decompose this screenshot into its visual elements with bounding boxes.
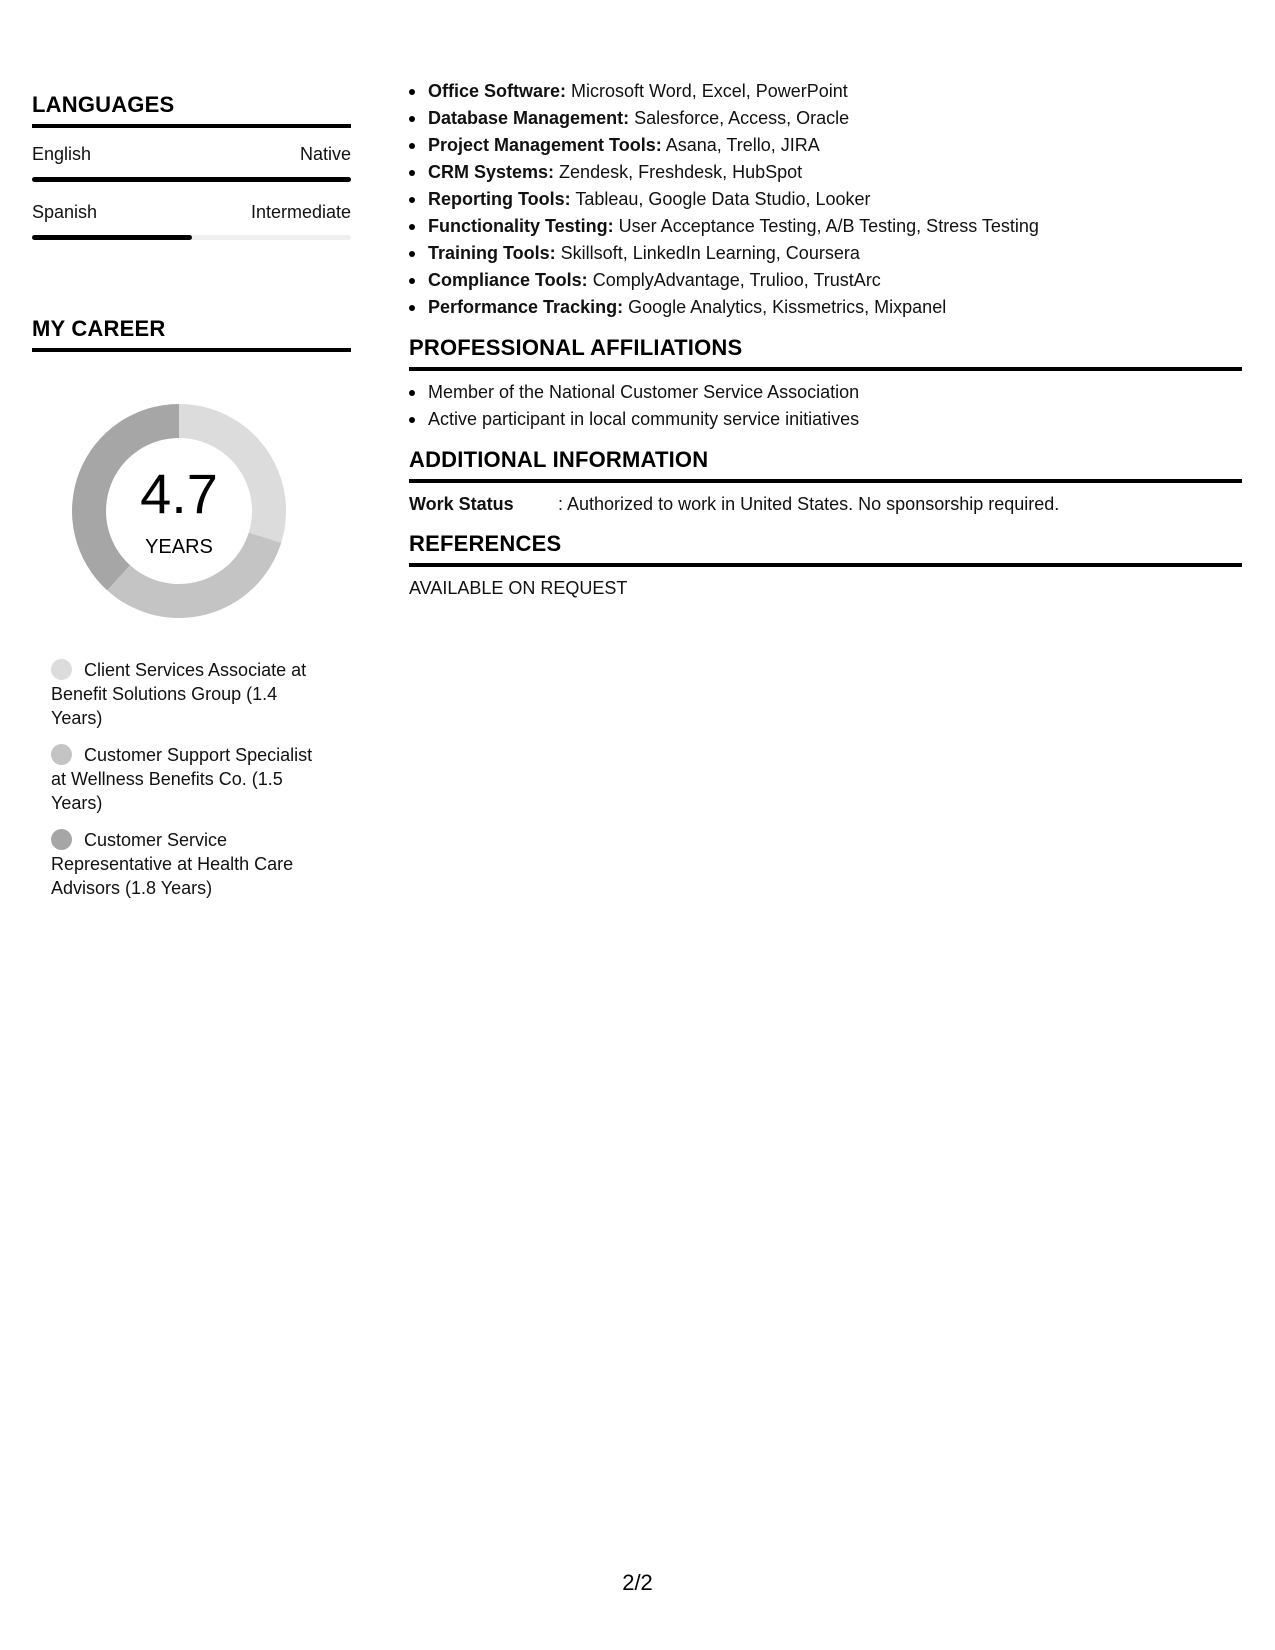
affiliation-item: Member of the National Customer Service Association: [409, 379, 1242, 406]
page-number: 2/2: [622, 1570, 653, 1595]
skill-item: [409, 159, 1242, 186]
skill-label: Project Management Tools:: [428, 135, 662, 155]
skill-value: ComplyAdvantage, Trulioo, TrustArc: [587, 270, 881, 290]
legend-item: [51, 828, 331, 900]
affiliations-section: [409, 335, 1242, 433]
skill-item: [409, 132, 1242, 159]
career-legend: [51, 658, 331, 900]
languages-section: [32, 92, 351, 240]
language-item-spanish: [32, 202, 351, 240]
skill-label: Database Management:: [428, 108, 630, 128]
skill-label: Performance Tracking:: [428, 297, 624, 317]
career-years-unit: YEARS: [145, 536, 213, 558]
skill-value: Tableau, Google Data Studio, Looker: [570, 189, 871, 209]
skill-item: [409, 294, 1242, 321]
additional-info-title: ADDITIONAL INFORMATION: [409, 447, 1242, 483]
affiliation-item: Active participant in local community service initiatives: [409, 406, 1242, 433]
skill-label: Office Software:: [428, 81, 567, 101]
work-status-row: [409, 491, 1242, 517]
skill-value: Microsoft Word, Excel, PowerPoint: [566, 81, 848, 101]
language-name: English: [32, 144, 92, 164]
language-level: Intermediate: [250, 202, 351, 222]
language-proficiency-fill: [32, 177, 351, 182]
skill-value: Skillsoft, LinkedIn Learning, Coursera: [555, 243, 860, 263]
language-proficiency-fill: [32, 235, 192, 240]
skill-label: Reporting Tools:: [428, 189, 571, 209]
legend-label: Client Services Associate at Benefit Solutions Group (1.4 Years): [51, 660, 307, 728]
legend-dot-icon: [51, 744, 72, 765]
legend-dot-icon: [51, 829, 72, 850]
references-title: REFERENCES: [409, 531, 1242, 567]
skill-value: Google Analytics, Kissmetrics, Mixpanel: [623, 297, 947, 317]
work-status-label: Work Status: [409, 494, 514, 514]
skill-item: [409, 78, 1242, 105]
references-section: [409, 531, 1242, 601]
languages-title: LANGUAGES: [32, 92, 351, 128]
skill-item: [409, 267, 1242, 294]
career-total-years: 4.7: [140, 462, 218, 525]
affiliations-title: PROFESSIONAL AFFILIATIONS: [409, 335, 1242, 371]
skill-value: Zendesk, Freshdesk, HubSpot: [554, 162, 803, 182]
legend-item: [51, 658, 331, 730]
language-item-english: [32, 144, 351, 182]
skill-label: Training Tools:: [428, 243, 556, 263]
language-name: Spanish: [32, 202, 98, 222]
additional-info-section: [409, 447, 1242, 517]
skill-item: [409, 213, 1242, 240]
skill-item: [409, 105, 1242, 132]
language-level: Native: [299, 144, 351, 164]
legend-label: Customer Service Representative at Health Care Advisors (1.8 Years): [51, 830, 294, 898]
affiliations-list: [409, 379, 1242, 433]
legend-item: [51, 743, 331, 815]
career-donut-chart: [64, 396, 294, 626]
skill-label: CRM Systems:: [428, 162, 555, 182]
left-column: [32, 92, 351, 913]
career-title: MY CAREER: [32, 316, 351, 352]
skill-value: Salesforce, Access, Oracle: [629, 108, 850, 128]
skill-label: Compliance Tools:: [428, 270, 588, 290]
skill-item: [409, 186, 1242, 213]
work-status-value: : Authorized to work in United States. No sponsorship required.: [558, 494, 1060, 514]
skill-label: Functionality Testing:: [428, 216, 614, 236]
skill-value: Asana, Trello, JIRA: [661, 135, 820, 155]
legend-label: Customer Support Specialist at Wellness Benefits Co. (1.5 Years): [51, 745, 313, 813]
language-proficiency-bar: [32, 235, 351, 240]
language-proficiency-bar: [32, 177, 351, 182]
legend-dot-icon: [51, 659, 72, 680]
skill-value: User Acceptance Testing, A/B Testing, Stress Testing: [613, 216, 1039, 236]
skills-list: [409, 78, 1242, 321]
career-section: [32, 316, 351, 900]
right-column: [409, 78, 1242, 601]
references-text: AVAILABLE ON REQUEST: [409, 578, 628, 598]
skill-item: [409, 240, 1242, 267]
